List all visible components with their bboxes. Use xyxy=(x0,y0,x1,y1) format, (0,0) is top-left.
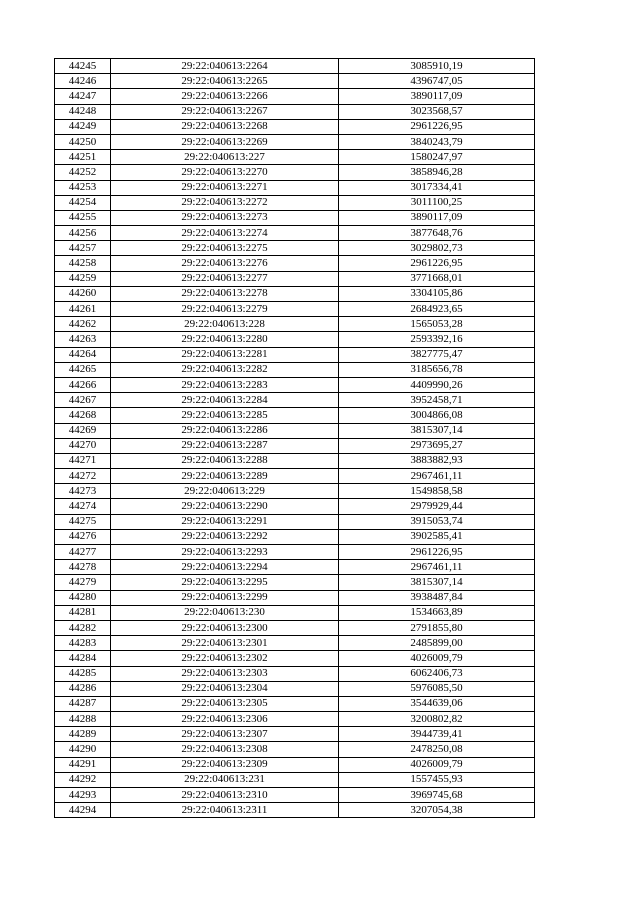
table-row xyxy=(55,256,535,271)
row-number-cell: 44270 xyxy=(55,438,111,453)
row-number-cell: 44245 xyxy=(55,59,111,74)
cadastral-number-cell: 29:22:040613:2299 xyxy=(111,590,339,605)
table-row xyxy=(55,803,535,818)
value-cell: 2961226,95 xyxy=(339,545,535,560)
cadastral-number-cell: 29:22:040613:2295 xyxy=(111,575,339,590)
value-cell: 2485899,00 xyxy=(339,636,535,651)
row-number-cell: 44290 xyxy=(55,742,111,757)
table-row xyxy=(55,575,535,590)
cadastral-number-cell: 29:22:040613:230 xyxy=(111,605,339,620)
cadastral-number-cell: 29:22:040613:2265 xyxy=(111,74,339,89)
table-row xyxy=(55,59,535,74)
row-number-cell: 44293 xyxy=(55,788,111,803)
table-row xyxy=(55,742,535,757)
table-body xyxy=(55,59,535,818)
row-number-cell: 44275 xyxy=(55,514,111,529)
row-number-cell: 44263 xyxy=(55,332,111,347)
row-number-cell: 44254 xyxy=(55,195,111,210)
row-number-cell: 44259 xyxy=(55,271,111,286)
table-row xyxy=(55,195,535,210)
table-row xyxy=(55,788,535,803)
cadastral-number-cell: 29:22:040613:2292 xyxy=(111,529,339,544)
value-cell: 3944739,41 xyxy=(339,727,535,742)
value-cell: 3890117,09 xyxy=(339,89,535,104)
table-row xyxy=(55,89,535,104)
cadastral-number-cell: 29:22:040613:2294 xyxy=(111,560,339,575)
cadastral-number-cell: 29:22:040613:2284 xyxy=(111,393,339,408)
table-row xyxy=(55,590,535,605)
value-cell: 2791855,80 xyxy=(339,620,535,635)
cadastral-number-cell: 29:22:040613:2306 xyxy=(111,712,339,727)
table-row xyxy=(55,165,535,180)
value-cell: 1565053,28 xyxy=(339,317,535,332)
table-row xyxy=(55,226,535,241)
value-cell: 3029802,73 xyxy=(339,241,535,256)
table-row xyxy=(55,332,535,347)
value-cell: 4026009,79 xyxy=(339,651,535,666)
value-cell: 3004866,08 xyxy=(339,408,535,423)
cadastral-number-cell: 29:22:040613:2282 xyxy=(111,362,339,377)
table-row xyxy=(55,529,535,544)
cadastral-number-cell: 29:22:040613:228 xyxy=(111,317,339,332)
cadastral-number-cell: 29:22:040613:2285 xyxy=(111,408,339,423)
value-cell: 3207054,38 xyxy=(339,803,535,818)
cadastral-number-cell: 29:22:040613:2273 xyxy=(111,210,339,225)
value-cell: 3952458,71 xyxy=(339,393,535,408)
row-number-cell: 44268 xyxy=(55,408,111,423)
row-number-cell: 44261 xyxy=(55,302,111,317)
value-cell: 3938487,84 xyxy=(339,590,535,605)
row-number-cell: 44276 xyxy=(55,529,111,544)
row-number-cell: 44262 xyxy=(55,317,111,332)
table-row xyxy=(55,271,535,286)
value-cell: 3890117,09 xyxy=(339,210,535,225)
table-row xyxy=(55,393,535,408)
value-cell: 1580247,97 xyxy=(339,150,535,165)
row-number-cell: 44246 xyxy=(55,74,111,89)
cadastral-number-cell: 29:22:040613:2281 xyxy=(111,347,339,362)
row-number-cell: 44255 xyxy=(55,210,111,225)
cadastral-number-cell: 29:22:040613:2268 xyxy=(111,119,339,134)
table-row xyxy=(55,620,535,635)
cadastral-number-cell: 29:22:040613:2266 xyxy=(111,89,339,104)
table-row xyxy=(55,438,535,453)
value-cell: 3902585,41 xyxy=(339,529,535,544)
cadastral-number-cell: 29:22:040613:2307 xyxy=(111,727,339,742)
value-cell: 3200802,82 xyxy=(339,712,535,727)
value-cell: 5976085,50 xyxy=(339,681,535,696)
value-cell: 2478250,08 xyxy=(339,742,535,757)
cadastral-number-cell: 29:22:040613:2286 xyxy=(111,423,339,438)
row-number-cell: 44267 xyxy=(55,393,111,408)
cadastral-number-cell: 29:22:040613:2277 xyxy=(111,271,339,286)
cadastral-number-cell: 29:22:040613:2280 xyxy=(111,332,339,347)
value-cell: 3883882,93 xyxy=(339,453,535,468)
table-row xyxy=(55,210,535,225)
table-row xyxy=(55,104,535,119)
value-cell: 3304105,86 xyxy=(339,286,535,301)
cadastral-number-cell: 29:22:040613:2269 xyxy=(111,134,339,149)
row-number-cell: 44266 xyxy=(55,377,111,392)
value-cell: 3544639,06 xyxy=(339,696,535,711)
value-cell: 2973695,27 xyxy=(339,438,535,453)
table-row xyxy=(55,560,535,575)
row-number-cell: 44278 xyxy=(55,560,111,575)
cadastral-number-cell: 29:22:040613:2289 xyxy=(111,469,339,484)
value-cell: 1557455,93 xyxy=(339,772,535,787)
row-number-cell: 44256 xyxy=(55,226,111,241)
table-row xyxy=(55,74,535,89)
cadastral-number-cell: 29:22:040613:2310 xyxy=(111,788,339,803)
table-row xyxy=(55,712,535,727)
cadastral-number-cell: 29:22:040613:2283 xyxy=(111,377,339,392)
row-number-cell: 44257 xyxy=(55,241,111,256)
row-number-cell: 44292 xyxy=(55,772,111,787)
table-row xyxy=(55,757,535,772)
cadastral-number-cell: 29:22:040613:231 xyxy=(111,772,339,787)
cadastral-number-cell: 29:22:040613:2300 xyxy=(111,620,339,635)
row-number-cell: 44287 xyxy=(55,696,111,711)
row-number-cell: 44289 xyxy=(55,727,111,742)
table-row xyxy=(55,302,535,317)
row-number-cell: 44274 xyxy=(55,499,111,514)
row-number-cell: 44286 xyxy=(55,681,111,696)
value-cell: 4396747,05 xyxy=(339,74,535,89)
row-number-cell: 44280 xyxy=(55,590,111,605)
cadastral-number-cell: 29:22:040613:2311 xyxy=(111,803,339,818)
value-cell: 2593392,16 xyxy=(339,332,535,347)
row-number-cell: 44294 xyxy=(55,803,111,818)
value-cell: 1549858,58 xyxy=(339,484,535,499)
cadastral-value-table xyxy=(54,58,535,818)
cadastral-number-cell: 29:22:040613:2279 xyxy=(111,302,339,317)
value-cell: 3011100,25 xyxy=(339,195,535,210)
cadastral-number-cell: 29:22:040613:2301 xyxy=(111,636,339,651)
row-number-cell: 44250 xyxy=(55,134,111,149)
table-row xyxy=(55,469,535,484)
value-cell: 3915053,74 xyxy=(339,514,535,529)
table-row xyxy=(55,651,535,666)
cadastral-number-cell: 29:22:040613:227 xyxy=(111,150,339,165)
row-number-cell: 44260 xyxy=(55,286,111,301)
value-cell: 6062406,73 xyxy=(339,666,535,681)
row-number-cell: 44272 xyxy=(55,469,111,484)
table-row xyxy=(55,241,535,256)
table-row xyxy=(55,453,535,468)
value-cell: 2961226,95 xyxy=(339,256,535,271)
value-cell: 3023568,57 xyxy=(339,104,535,119)
table-row xyxy=(55,423,535,438)
value-cell: 3815307,14 xyxy=(339,575,535,590)
table-row xyxy=(55,317,535,332)
cadastral-number-cell: 29:22:040613:229 xyxy=(111,484,339,499)
cadastral-number-cell: 29:22:040613:2304 xyxy=(111,681,339,696)
table-row xyxy=(55,377,535,392)
table-row xyxy=(55,484,535,499)
table-row xyxy=(55,514,535,529)
row-number-cell: 44273 xyxy=(55,484,111,499)
table-row xyxy=(55,134,535,149)
row-number-cell: 44249 xyxy=(55,119,111,134)
table-row xyxy=(55,286,535,301)
table-row xyxy=(55,772,535,787)
cadastral-number-cell: 29:22:040613:2293 xyxy=(111,545,339,560)
cadastral-number-cell: 29:22:040613:2288 xyxy=(111,453,339,468)
value-cell: 3771668,01 xyxy=(339,271,535,286)
row-number-cell: 44251 xyxy=(55,150,111,165)
row-number-cell: 44269 xyxy=(55,423,111,438)
row-number-cell: 44252 xyxy=(55,165,111,180)
table-row xyxy=(55,499,535,514)
row-number-cell: 44258 xyxy=(55,256,111,271)
cadastral-number-cell: 29:22:040613:2270 xyxy=(111,165,339,180)
value-cell: 3877648,76 xyxy=(339,226,535,241)
cadastral-number-cell: 29:22:040613:2274 xyxy=(111,226,339,241)
row-number-cell: 44248 xyxy=(55,104,111,119)
table-row xyxy=(55,727,535,742)
value-cell: 3185656,78 xyxy=(339,362,535,377)
cadastral-number-cell: 29:22:040613:2303 xyxy=(111,666,339,681)
row-number-cell: 44283 xyxy=(55,636,111,651)
row-number-cell: 44264 xyxy=(55,347,111,362)
row-number-cell: 44282 xyxy=(55,620,111,635)
cadastral-number-cell: 29:22:040613:2276 xyxy=(111,256,339,271)
value-cell: 3858946,28 xyxy=(339,165,535,180)
cadastral-number-cell: 29:22:040613:2291 xyxy=(111,514,339,529)
value-cell: 1534663,89 xyxy=(339,605,535,620)
table-row xyxy=(55,347,535,362)
value-cell: 2684923,65 xyxy=(339,302,535,317)
cadastral-number-cell: 29:22:040613:2305 xyxy=(111,696,339,711)
cadastral-number-cell: 29:22:040613:2287 xyxy=(111,438,339,453)
value-cell: 3815307,14 xyxy=(339,423,535,438)
value-cell: 4409990,26 xyxy=(339,377,535,392)
table-row xyxy=(55,180,535,195)
value-cell: 2967461,11 xyxy=(339,469,535,484)
row-number-cell: 44288 xyxy=(55,712,111,727)
row-number-cell: 44279 xyxy=(55,575,111,590)
cadastral-number-cell: 29:22:040613:2264 xyxy=(111,59,339,74)
table-row xyxy=(55,545,535,560)
cadastral-number-cell: 29:22:040613:2275 xyxy=(111,241,339,256)
value-cell: 3085910,19 xyxy=(339,59,535,74)
table-row xyxy=(55,150,535,165)
row-number-cell: 44247 xyxy=(55,89,111,104)
table-row xyxy=(55,119,535,134)
row-number-cell: 44291 xyxy=(55,757,111,772)
row-number-cell: 44271 xyxy=(55,453,111,468)
table-row xyxy=(55,408,535,423)
table-row xyxy=(55,696,535,711)
value-cell: 3969745,68 xyxy=(339,788,535,803)
value-cell: 4026009,79 xyxy=(339,757,535,772)
table-row xyxy=(55,605,535,620)
row-number-cell: 44265 xyxy=(55,362,111,377)
table-row xyxy=(55,362,535,377)
value-cell: 2961226,95 xyxy=(339,119,535,134)
value-cell: 3840243,79 xyxy=(339,134,535,149)
row-number-cell: 44253 xyxy=(55,180,111,195)
table-row xyxy=(55,636,535,651)
cadastral-number-cell: 29:22:040613:2290 xyxy=(111,499,339,514)
cadastral-number-cell: 29:22:040613:2271 xyxy=(111,180,339,195)
value-cell: 2967461,11 xyxy=(339,560,535,575)
cadastral-number-cell: 29:22:040613:2302 xyxy=(111,651,339,666)
cadastral-number-cell: 29:22:040613:2309 xyxy=(111,757,339,772)
row-number-cell: 44285 xyxy=(55,666,111,681)
row-number-cell: 44284 xyxy=(55,651,111,666)
table-row xyxy=(55,666,535,681)
value-cell: 3017334,41 xyxy=(339,180,535,195)
cadastral-number-cell: 29:22:040613:2278 xyxy=(111,286,339,301)
value-cell: 3827775,47 xyxy=(339,347,535,362)
cadastral-number-cell: 29:22:040613:2272 xyxy=(111,195,339,210)
table-row xyxy=(55,681,535,696)
value-cell: 2979929,44 xyxy=(339,499,535,514)
row-number-cell: 44281 xyxy=(55,605,111,620)
cadastral-number-cell: 29:22:040613:2267 xyxy=(111,104,339,119)
cadastral-number-cell: 29:22:040613:2308 xyxy=(111,742,339,757)
row-number-cell: 44277 xyxy=(55,545,111,560)
